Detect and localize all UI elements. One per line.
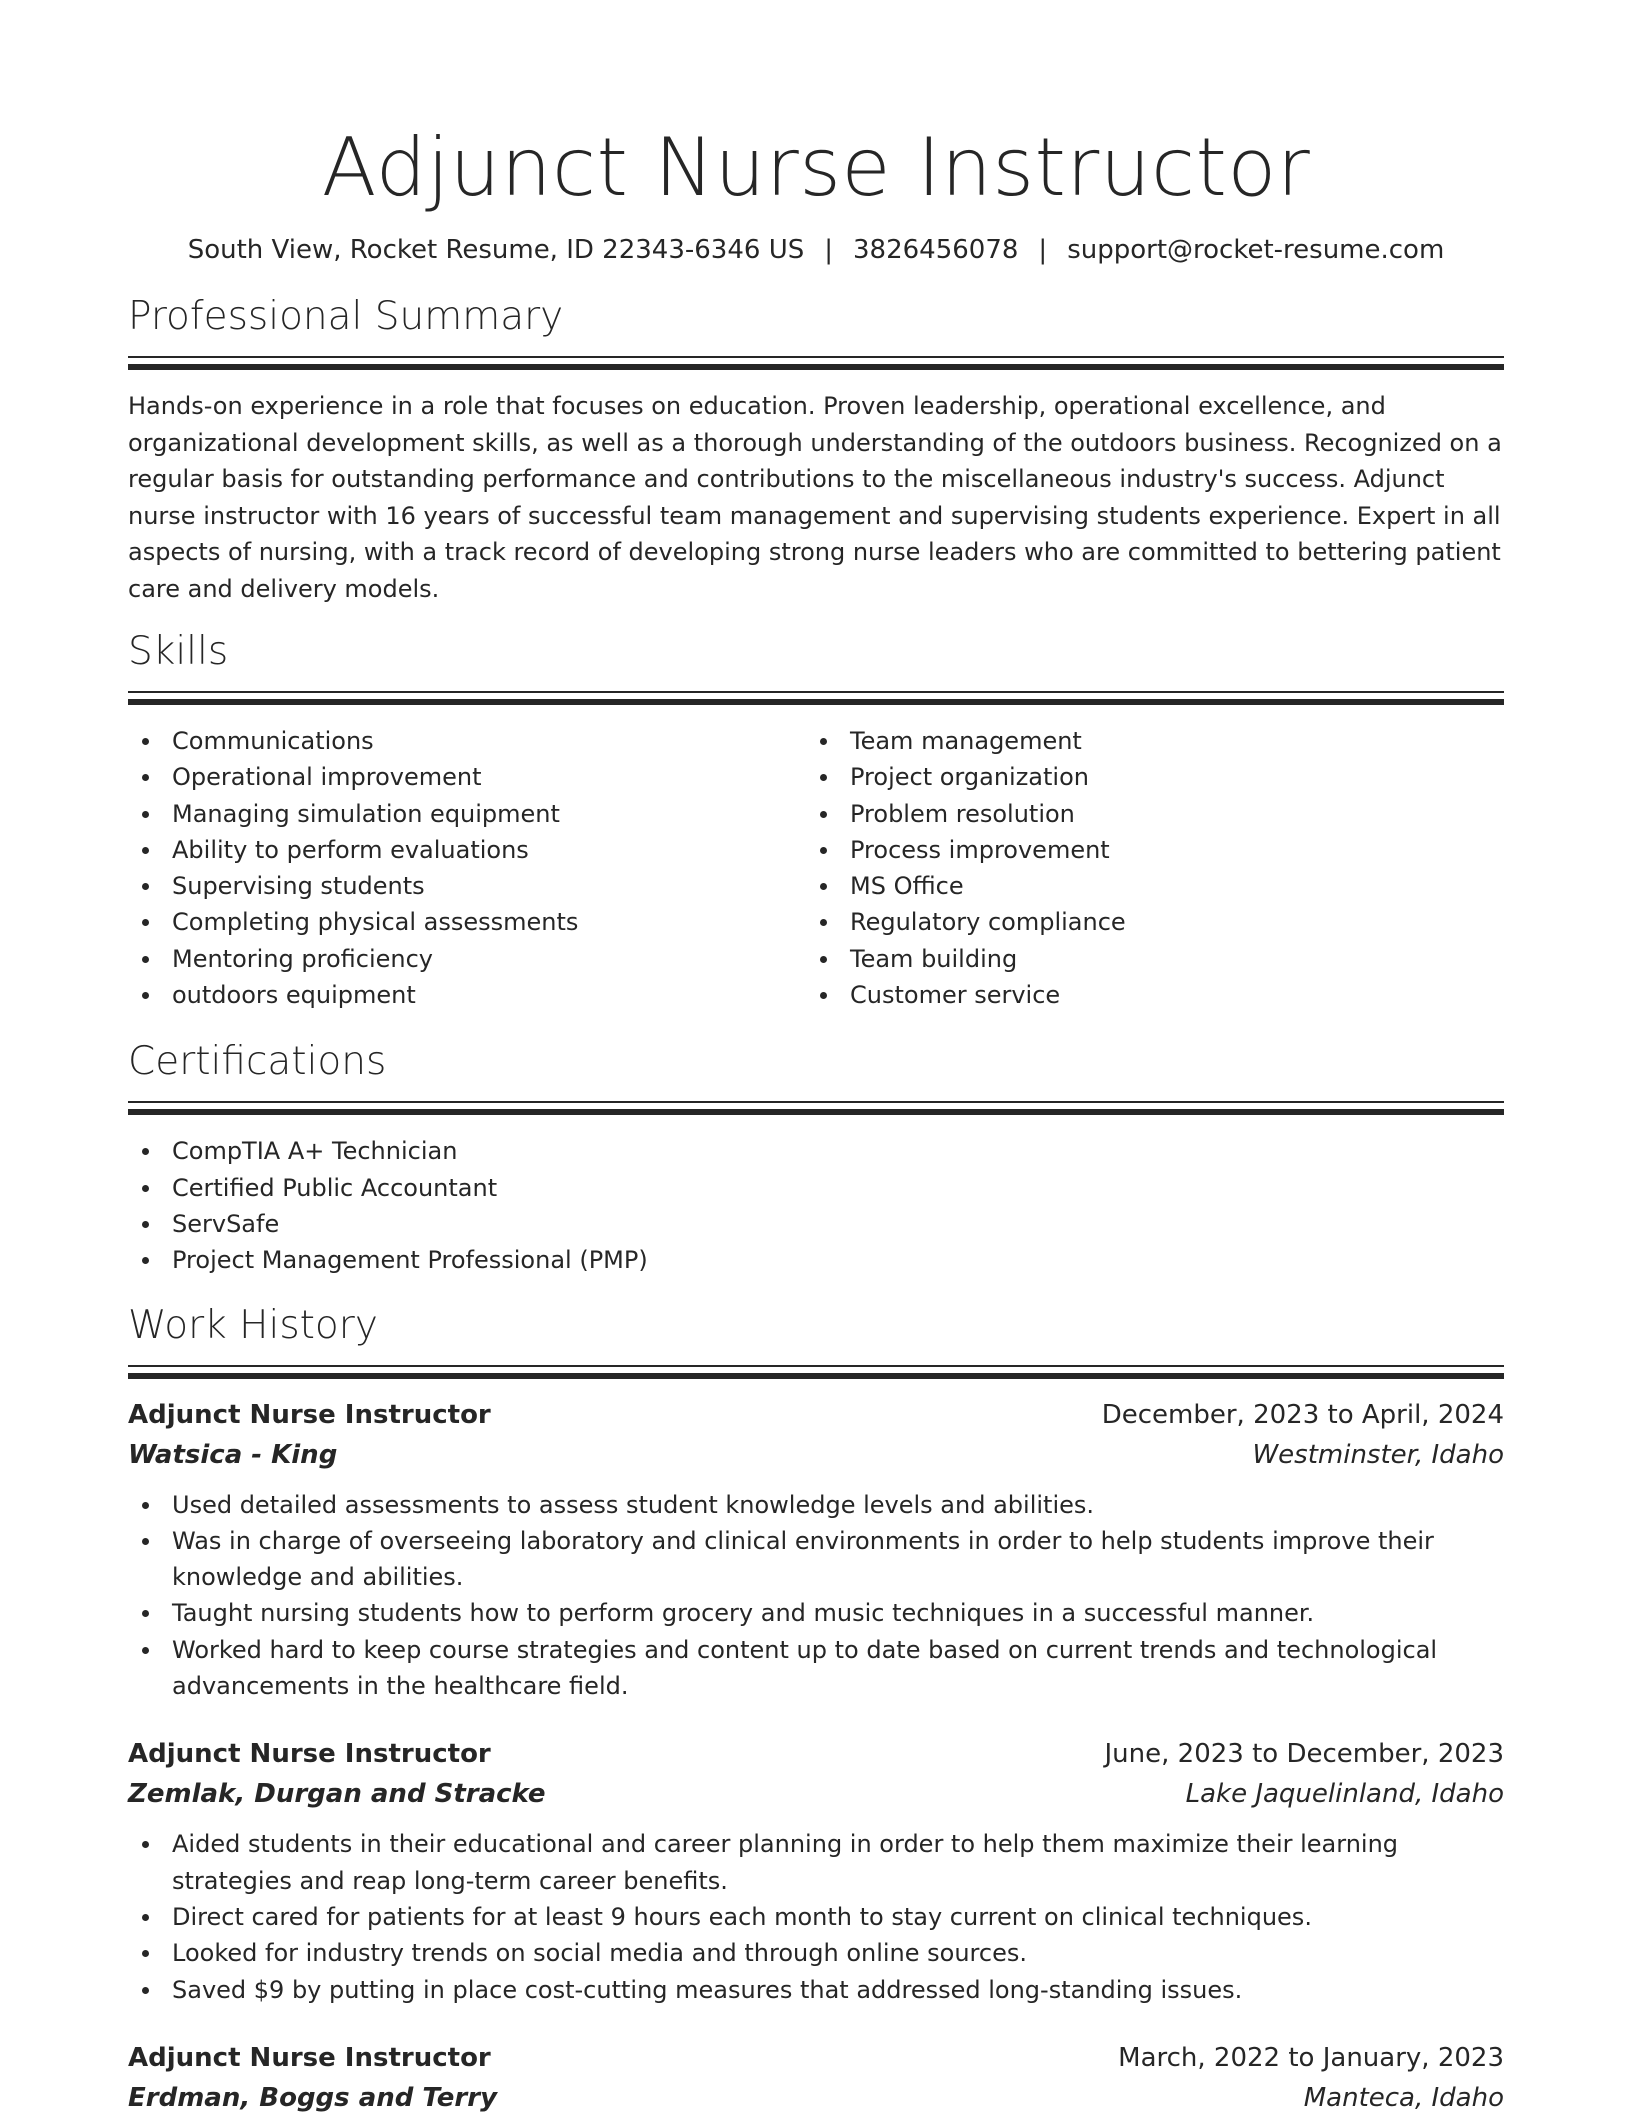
job-header <box>128 2038 1504 2078</box>
job-title: Adjunct Nurse Instructor <box>128 2042 491 2073</box>
section-divider <box>128 1101 1504 1117</box>
skills-columns <box>128 723 1504 1013</box>
skills-section <box>128 627 1504 1013</box>
job-location: Lake Jaquelinland, Idaho <box>1185 1779 1504 1810</box>
summary-title: Professional Summary <box>128 294 564 339</box>
job-company: Erdman, Boggs and Terry <box>128 2082 498 2113</box>
skills-title: Skills <box>128 629 229 674</box>
summary-section <box>128 292 1504 607</box>
job-bullet: Aided students in their educational and career planning in order to help them maximize their learning strategies and reap long-term career benefits. <box>128 1826 1504 1899</box>
skill-item: Mentoring proficiency <box>128 941 806 977</box>
job-dates: June, 2023 to December, 2023 <box>1104 1739 1504 1770</box>
job-subheader <box>128 1774 1504 1814</box>
job-subheader <box>128 1435 1504 1475</box>
skill-item: Team management <box>806 723 1484 759</box>
contact-phone: 3826456078 <box>853 235 1019 265</box>
job-header <box>128 1395 1504 1435</box>
certification-item: Certified Public Accountant <box>128 1170 1504 1206</box>
skill-item: Completing physical assessments <box>128 904 806 940</box>
job-bullet: Was in charge of overseeing laboratory and clinical environments in order to help students improve their knowledge and abilities. <box>128 1523 1504 1596</box>
job-entry <box>128 2038 1504 2118</box>
job-entry <box>128 1734 1504 2007</box>
job-company: Watsica - King <box>128 1439 338 1470</box>
work-history-section <box>128 1301 1504 2118</box>
job-title: Adjunct Nurse Instructor <box>128 1739 491 1770</box>
skill-item: Operational improvement <box>128 759 806 795</box>
job-location: Westminster, Idaho <box>1252 1439 1504 1470</box>
skill-item: Supervising students <box>128 868 806 904</box>
certification-item: CompTIA A+ Technician <box>128 1133 1504 1169</box>
section-divider <box>128 1365 1504 1381</box>
certification-item: Project Management Professional (PMP) <box>128 1242 1504 1278</box>
certifications-list <box>128 1133 1504 1278</box>
skill-item: outdoors equipment <box>128 977 806 1013</box>
skill-item: Problem resolution <box>806 796 1484 832</box>
skill-item: Team building <box>806 941 1484 977</box>
resume-name: Adjunct Nurse Instructor <box>321 121 1311 214</box>
skills-right-list <box>806 723 1484 1013</box>
skill-item: Project organization <box>806 759 1484 795</box>
job-bullet: Looked for industry trends on social media and through online sources. <box>128 1935 1504 1971</box>
resume-content <box>128 112 1504 2118</box>
job-header <box>128 1734 1504 1774</box>
skill-item: Regulatory compliance <box>806 904 1484 940</box>
job-entry <box>128 1395 1504 1705</box>
skill-item: MS Office <box>806 868 1484 904</box>
job-bullet: Taught nursing students how to perform grocery and music techniques in a successful manner. <box>128 1595 1504 1631</box>
summary-text: Hands-on experience in a role that focuses on education. Proven leadership, operational excellence, and organizational development skills, as well as a thorough understanding of the outdoors business. Recognized on a regular basis for outstanding performance and contributions to the miscellaneous industry's success. Adjunct nurse instructor with 16 years of successful team management and supervising students experience. Expert in all aspects of nursing, with a track record of developing strong nurse leaders who are committed to bettering patient care and delivery models. <box>128 392 1502 603</box>
skills-left-list <box>128 723 806 1013</box>
contact-address: South View, Rocket Resume, ID 22343-6346 US <box>187 235 805 265</box>
contact-separator: | <box>824 235 833 265</box>
contact-email[interactable]: support@rocket-resume.com <box>1067 235 1445 265</box>
job-bullets <box>128 1826 1504 2007</box>
job-bullets <box>128 1487 1504 1705</box>
section-divider <box>128 691 1504 707</box>
job-title: Adjunct Nurse Instructor <box>128 1399 491 1430</box>
skill-item: Managing simulation equipment <box>128 796 806 832</box>
job-dates: March, 2022 to January, 2023 <box>1118 2042 1504 2073</box>
job-company: Zemlak, Durgan and Stracke <box>128 1779 546 1810</box>
certifications-title: Certifications <box>128 1039 387 1085</box>
job-bullet: Used detailed assessments to assess student knowledge levels and abilities. <box>128 1487 1504 1523</box>
job-dates: December, 2023 to April, 2024 <box>1101 1399 1504 1430</box>
skill-item: Communications <box>128 723 806 759</box>
skill-item: Customer service <box>806 977 1484 1013</box>
job-bullet: Saved $9 by putting in place cost-cutting measures that addressed long-standing issues. <box>128 1972 1504 2008</box>
job-bullet: Direct cared for patients for at least 9 hours each month to stay current on clinical techniques. <box>128 1899 1504 1935</box>
skill-item: Process improvement <box>806 832 1484 868</box>
section-divider <box>128 356 1504 372</box>
job-bullet: Worked hard to keep course strategies and content up to date based on current trends and technological advancements in the healthcare field. <box>128 1632 1504 1705</box>
certification-item: ServSafe <box>128 1206 1504 1242</box>
contact-separator: | <box>1038 235 1048 265</box>
skill-item: Ability to perform evaluations <box>128 832 806 868</box>
contact-line <box>128 232 1504 268</box>
certifications-section <box>128 1037 1504 1278</box>
job-location: Manteca, Idaho <box>1303 2082 1504 2113</box>
work-history-title: Work History <box>128 1302 378 1348</box>
